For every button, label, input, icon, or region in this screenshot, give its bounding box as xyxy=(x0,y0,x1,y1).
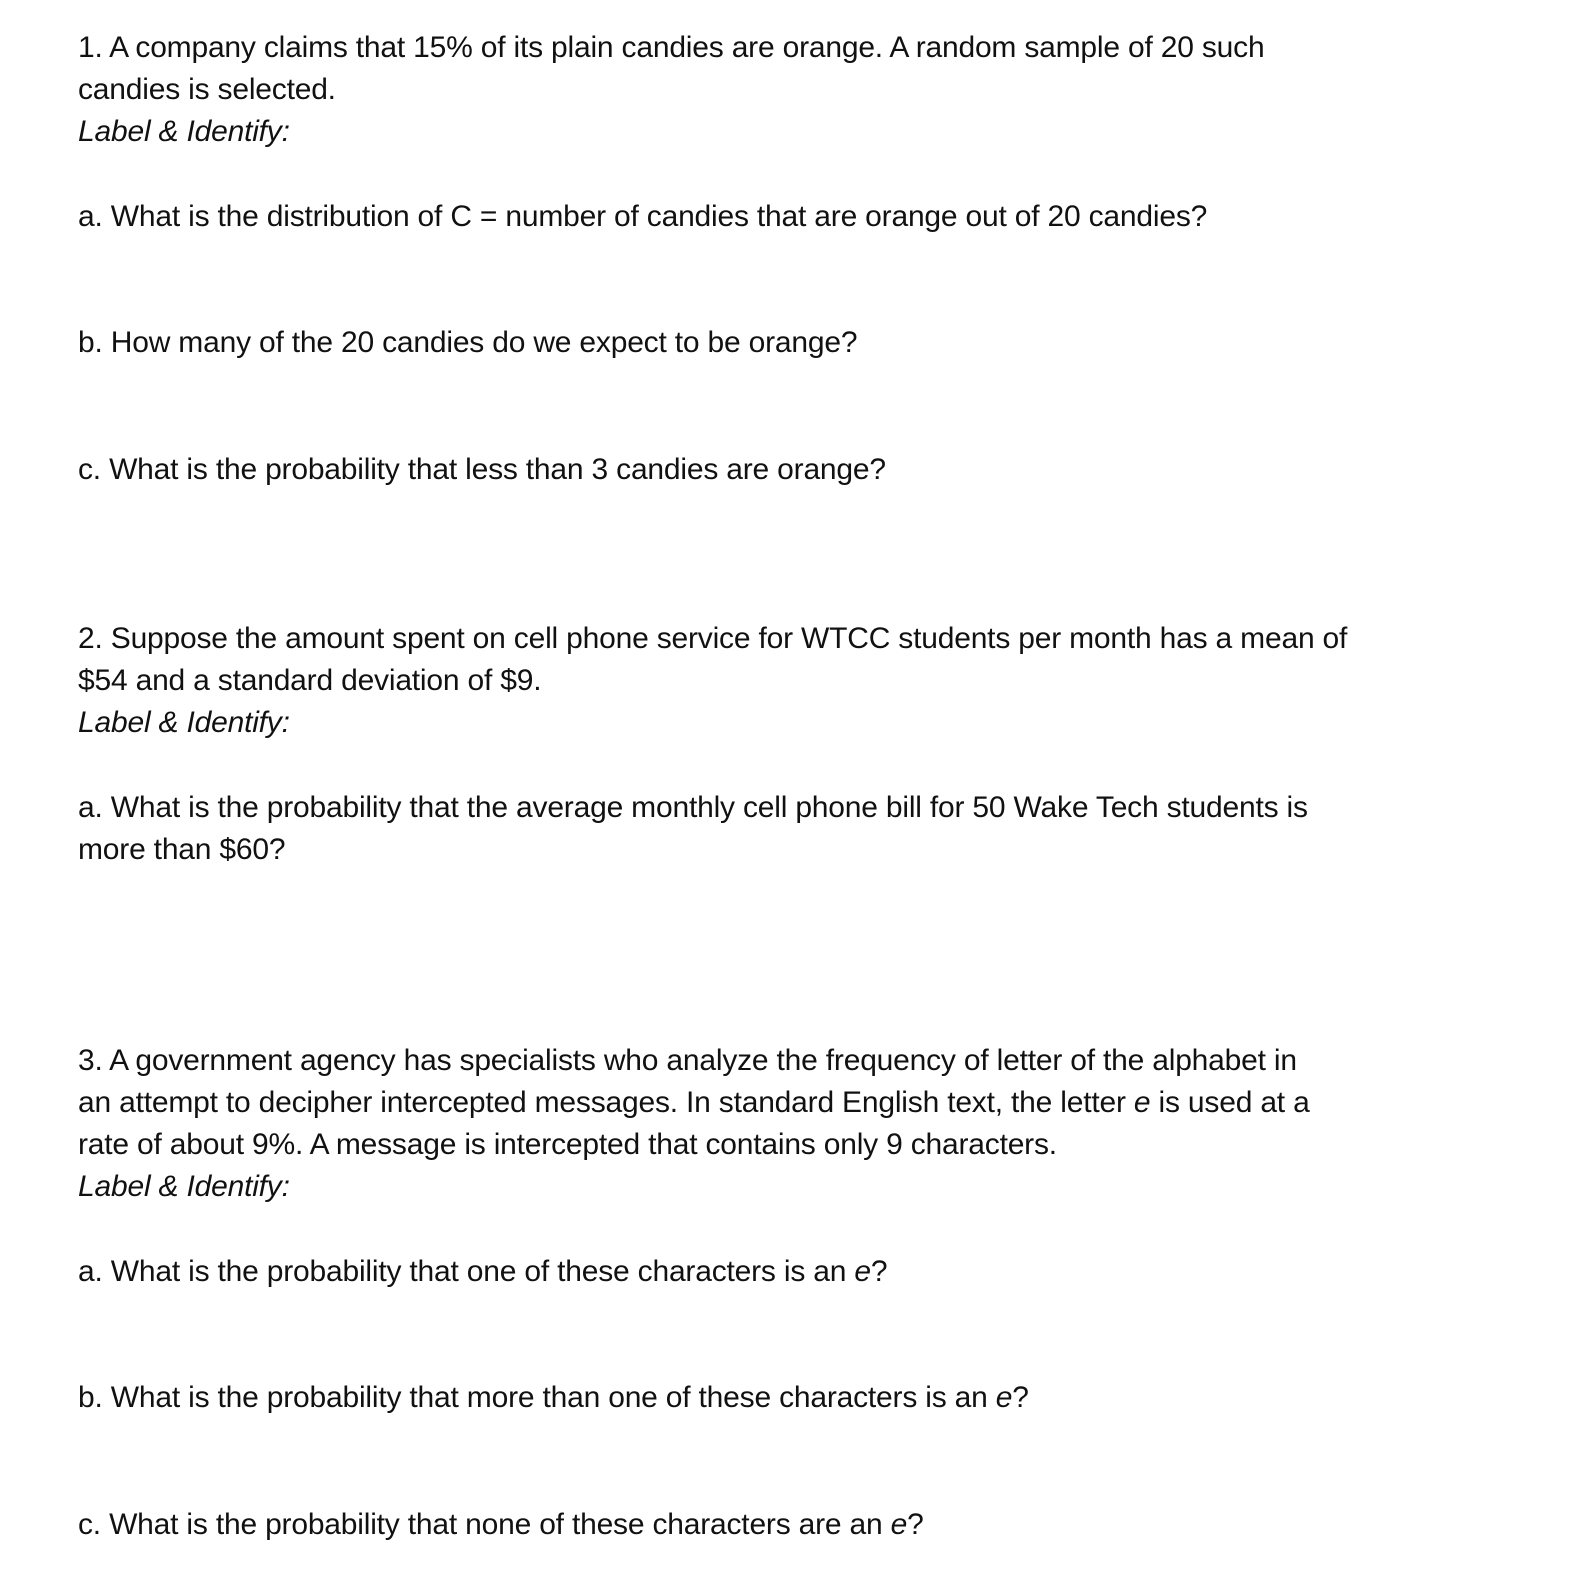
q3-part-b-var: e xyxy=(995,1381,1013,1414)
q2-part-a-line1: a. What is the probability that the average monthly cell phone bill for 50 Wake Tech students is xyxy=(78,791,1308,824)
q1-intro-line2: candies is selected. xyxy=(78,73,336,106)
q2-intro-line2: $54 and a standard deviation of $9. xyxy=(78,664,542,697)
q3-part-b xyxy=(78,1377,1029,1419)
q1-label-identify: Label & Identify: xyxy=(78,115,290,148)
q2-part-a-line2: more than $60? xyxy=(78,833,286,866)
q3-label-identify: Label & Identify: xyxy=(78,1170,290,1203)
q3-part-c-end: ? xyxy=(907,1508,924,1541)
q3-intro-line1: 3. A government agency has specialists who analyze the frequency of letter of the alphabet in xyxy=(78,1044,1297,1077)
q3-part-b-end: ? xyxy=(1012,1381,1029,1414)
q3-part-c xyxy=(78,1504,924,1546)
q3-intro-line3: rate of about 9%. A message is intercepted that contains only 9 characters. xyxy=(78,1128,1057,1161)
q3-part-c-text: c. What is the probability that none of these characters are an xyxy=(78,1508,891,1541)
q3-part-a xyxy=(78,1251,887,1293)
q2-intro-line1: 2. Suppose the amount spent on cell phone service for WTCC students per month has a mean of xyxy=(78,622,1348,655)
q3-intro-line2-var: e xyxy=(1133,1086,1151,1119)
q2-label-identify: Label & Identify: xyxy=(78,706,290,739)
q3-part-b-text: b. What is the probability that more than one of these characters is an xyxy=(78,1381,996,1414)
q1-part-a: a. What is the distribution of C = number of candies that are orange out of 20 candies? xyxy=(78,200,1208,233)
q3-part-a-var: e xyxy=(854,1255,871,1288)
q3-part-c-var: e xyxy=(890,1508,908,1541)
q3-part-a-end: ? xyxy=(870,1255,888,1288)
q3-intro-line2-after: is used at a xyxy=(1150,1086,1310,1119)
q3-intro-line2-before: an attempt to decipher intercepted messages. In standard English text, the letter xyxy=(78,1086,1134,1119)
q3-part-a-text: a. What is the probability that one of these characters is an xyxy=(78,1255,855,1288)
q1-part-c: c. What is the probability that less than 3 candies are orange? xyxy=(78,453,886,486)
q1-intro-line1: 1. A company claims that 15% of its plain candies are orange. A random sample of 20 such xyxy=(78,31,1265,64)
worksheet-page xyxy=(78,0,1518,1586)
q1-part-b: b. How many of the 20 candies do we expect to be orange? xyxy=(78,326,858,359)
q3-intro-line2 xyxy=(78,1082,1310,1124)
